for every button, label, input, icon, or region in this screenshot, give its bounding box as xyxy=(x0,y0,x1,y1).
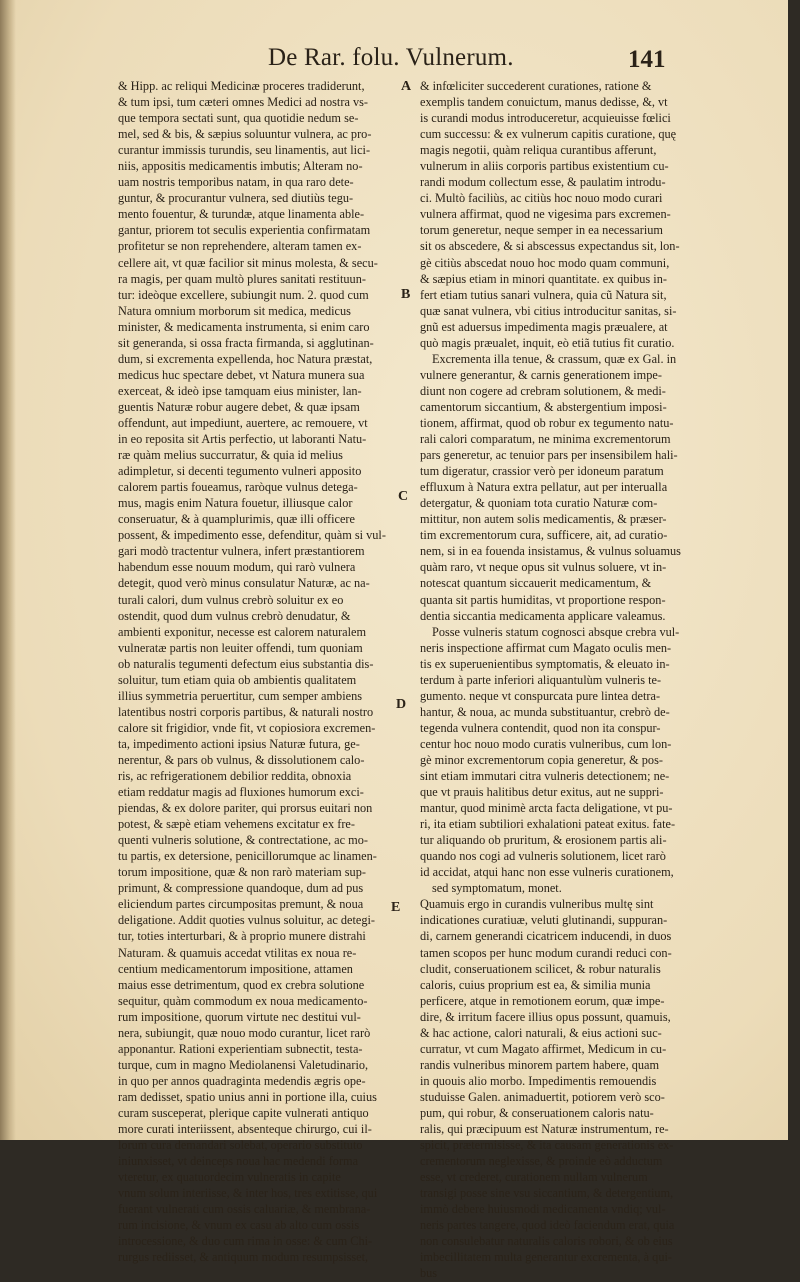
text-line: calore sit frigidior, vnde fit, vt copiosiora excremen- xyxy=(118,720,376,735)
text-line: tionem, affirmat, quod ob robur ex tegumento natu- xyxy=(420,415,674,430)
text-line: rum impositione, quorum virtute nec destitui vul- xyxy=(118,1009,361,1024)
text-line: tamen scopos per hunc modum curandi reduci con- xyxy=(420,945,672,960)
text-line: sed symptomatum, monet. xyxy=(432,881,562,896)
text-line: notescat quantum siccauerit medicamentum, & xyxy=(420,576,652,591)
text-line: dum, si excrementa expellenda, hoc Natura præstat, xyxy=(118,351,373,366)
text-line: calorem partis foueamus, raròque vulnus detega- xyxy=(118,480,358,495)
text-line: ambienti exponitur, necesse est calorem naturalem xyxy=(118,624,367,639)
text-line: profitetur se non reprehendere, alteram tamen ex- xyxy=(118,239,362,254)
text-line: neris inspectione affirmat cum Magato oculis men- xyxy=(420,640,672,655)
text-line: quò magis præualet, inquit, eò etiã tutius fit curatio. xyxy=(420,335,675,350)
text-line: terdum à parte inferiori aliquantulùm vulneris te- xyxy=(420,672,662,687)
text-line: exemplis tandem conuictum, manus dedisse, &, vt xyxy=(420,95,668,110)
text-line: vnum solum interiisse, & inter hos, tres extitisse, qui xyxy=(118,1186,378,1201)
text-line: esse, vt crederet, curationem nullam vulnerum xyxy=(420,1170,648,1185)
text-line: tu partis, ex detersione, penicillorumque ac linamen- xyxy=(118,849,377,864)
text-line: gnũ est aduersus impedimenta magis præualere, at xyxy=(420,319,668,334)
text-line: habendum esse nouum modum, qui rarò vulnera xyxy=(118,560,356,575)
text-line: mantur, quod minimè arcta facta deligatione, vt pu- xyxy=(420,801,673,816)
text-line: ob naturalis tegumenti defectum eius substantia dis- xyxy=(118,656,374,671)
text-line: imbecillitatem multa generantur excrementa, à qui- xyxy=(420,1250,672,1265)
text-line: curratur, vt cum Magato affirmet, Medicum in cu- xyxy=(420,1041,667,1056)
text-line: tur, toties interturbari, & à proprio munere distrahi xyxy=(118,929,366,944)
text-line: nem, si in ea fouenda insistamus, & vulnus soluamus xyxy=(420,544,681,559)
text-line: ræ quàm melius succurratur, & quia id melius xyxy=(118,448,343,463)
text-line: nerentur, & pars ob vulnus, & dissolutionem calo- xyxy=(118,752,365,767)
text-line: spicit, prætermisisse, & ita causam generationis ex- xyxy=(420,1138,674,1153)
text-line: pum, qui robur, & conseruationem caloris natu- xyxy=(420,1106,654,1120)
text-line: rum incisione, & vnum ex casu ab alto cum ossis xyxy=(118,1218,360,1233)
text-line: etiam reddatur magis ad fluxiones humorum exci- xyxy=(118,785,364,800)
text-line: minister, & medicamenta instrumenta, si enim caro xyxy=(118,319,370,334)
text-line: gari modò tractentur vulnera, infert præstantiorem xyxy=(118,544,365,559)
text-line: tum digeratur, crassior verò per idoneum paratum xyxy=(420,464,664,479)
text-line: soluitur, tum etiam quia ob ambientis qualitatem xyxy=(118,672,357,687)
text-line: quæ sanat vulnera, vbi citius introducitur sanitas, si- xyxy=(420,303,677,318)
text-line: bus xyxy=(420,1266,438,1281)
text-line: id accidat, atqui hanc non esse vulneris curationem, xyxy=(420,865,674,880)
left-column xyxy=(118,78,396,1265)
text-line: tur aliquando ob pruritum, & erosionem partis ali- xyxy=(420,833,667,848)
text-line: crementorum neglexisse, & proinde eò adductum xyxy=(420,1154,663,1169)
text-line: gè minor excrementorum copia generetur, & pos- xyxy=(420,752,663,767)
text-line: curantur immissis turundis, seu linamentis, aut lici- xyxy=(118,143,371,158)
text-line: que tempora sectati sunt, qua quotidie nedum se- xyxy=(118,111,359,126)
text-line: guentis Naturæ robur augere debet, & quæ ipsam xyxy=(118,399,360,414)
text-line: rurgus rediisset, & antiquum modum resumpsisset, xyxy=(118,1250,369,1265)
text-line: & sæpius etiam in minori quantitate. ex quibus in- xyxy=(420,271,667,286)
text-line: uam nostris temporibus natam, in qua raro dete- xyxy=(118,175,354,190)
text-line: Excrementa illa tenue, & crassum, quæ ex Gal. in xyxy=(432,351,677,366)
text-line: diunt non cogere ad crebram solutionem, & medi- xyxy=(420,383,666,398)
text-line: mel, sed & bis, & sæpius soluuntur vulnera, ac pro- xyxy=(118,127,372,142)
text-line: pars generetur, ac tenuior pars per insensibilem hali- xyxy=(420,448,678,463)
text-line: mento fouentur, & turundæ, atque linamenta able- xyxy=(118,207,365,222)
text-line: que vt prauis halitibus detur exitus, aut ne suppri- xyxy=(420,785,664,800)
text-line: tis ex superuenientibus symptomatis, & eleuato in- xyxy=(420,656,670,671)
text-line: dire, & irritum facere illius opus possunt, quamuis, xyxy=(420,1009,671,1024)
text-line: vulneratæ partis non leuiter offendi, tum quoniam xyxy=(118,640,363,655)
text-line: & hac actione, calori naturali, & eius actioni suc- xyxy=(420,1025,662,1040)
text-line: possent, & impedimento esse, defenditur, quàm si vul- xyxy=(118,528,386,543)
text-line: vulnera affirmat, quod ne vigesima pars excremen- xyxy=(420,207,671,222)
text-line: gantur, priorem tot seculis experientia confirmatam xyxy=(118,223,371,238)
text-line: torum generetur, neque semper in ea necessarium xyxy=(420,223,663,238)
text-line: ci. Multò faciliùs, ac citiùs hoc nouo modo curari xyxy=(420,191,663,206)
text-line: ram dedisset, spatio unius anni in portione illa, cuius xyxy=(118,1089,377,1104)
text-line: caloris, cuius proprium est ea, & similia munia xyxy=(420,977,651,992)
text-line: fuerant vulnerati cum ossis caluariæ, & membrana- xyxy=(118,1202,371,1217)
margin-letter-a: A xyxy=(401,79,412,94)
text-line: non consulebatur naturalis caloris robori, & ob eius xyxy=(420,1234,673,1249)
text-line: cum successu: & ex vulnerum capitis curatione, quę xyxy=(420,127,677,142)
text-line: & Hipp. ac reliqui Medicinæ proceres tradiderunt, xyxy=(118,79,365,93)
text-line: gè citiùs abscedat nouo hoc modo quam communi, xyxy=(420,255,670,270)
text-line: maius esse detrimentum, quod ex crebra solutione xyxy=(118,977,365,992)
running-title: De Rar. folu. Vulnerum. xyxy=(268,44,514,71)
text-line: perficere, atque in remotionem eorum, quæ impe- xyxy=(420,993,665,1008)
text-line: fert etiam tutius sanari vulnera, quia cũ Natura sit, xyxy=(420,287,667,302)
text-line: tim excrementorum cura, sufficere, ait, ad curatio- xyxy=(420,528,668,543)
margin-letter-c: C xyxy=(398,489,409,504)
text-line: turque, cum in magno Mediolanensi Valetudinario, xyxy=(118,1057,369,1072)
text-line: exerceat, & ideò ipse tamquam eius minister, lan- xyxy=(118,383,362,398)
text-line: latentibus nostri corporis partibus, & naturali nostro xyxy=(118,704,374,719)
text-line: adimpletur, si decenti tegumento vulneri apposito xyxy=(118,464,362,479)
text-line: torum impositione, quæ & non rarò materiam sup- xyxy=(118,865,366,880)
text-line: & infœliciter succederent curationes, ratione & xyxy=(420,79,652,93)
margin-letter-b: B xyxy=(401,287,411,302)
text-line: Posse vulneris statum cognosci absque crebra vul- xyxy=(432,624,680,639)
text-line: quenti vulneris solutione, & contrectatione, ac mo- xyxy=(118,833,368,848)
text-line: ostendit, quod dum vulnus crebrò denudatur, & xyxy=(118,608,351,623)
text-line: centium medicamentorum impositione, attamen xyxy=(118,961,353,976)
text-line: rali calori comparatum, ne minima excrementorum xyxy=(420,432,671,447)
text-line: Naturam. & quamuis accedat vtilitas ex noua re- xyxy=(118,945,357,960)
text-line: transigi posse sine vsu siccantium, & detergentium, xyxy=(420,1186,674,1201)
text-line: ra magis, per quam multò plures sanitati restituun- xyxy=(118,271,366,286)
text-line: ris, ac refrigerationem debilior reddita, obnoxia xyxy=(118,769,352,784)
text-line: mus, magis enim Natura fouetur, illiusque calor xyxy=(118,496,353,511)
text-line: sit generanda, si ossa fracta firmanda, si agglutinan- xyxy=(118,335,374,350)
text-line: guntur, & procurantur vulnera, sed diutiùs tegu- xyxy=(118,191,354,206)
text-line: tur: ideòque excellere, subiungit num. 2. quod cum xyxy=(118,287,369,302)
text-line: piendas, & ex dolore pariter, qui prorsus euitari non xyxy=(118,801,373,816)
right-column xyxy=(420,78,706,1282)
text-line: mittitur, non autem solis medicamentis, & præser- xyxy=(420,512,667,527)
text-line: neris partes tangere, quod ideò faciendum erat, quia xyxy=(420,1218,675,1233)
text-line: ta, impedimento actioni ipsius Naturæ futura, ge- xyxy=(118,736,360,751)
text-line: randis vulneribus minorem partem habere, quam xyxy=(420,1057,660,1072)
text-line: deligatione. Addit quoties vulnus soluitur, ac detegi- xyxy=(118,913,376,928)
margin-letter-d: D xyxy=(396,697,407,712)
text-line: detegit, quod verò minus consulatur Naturæ, ac na- xyxy=(118,576,370,591)
text-line: quando nos cogi ad vulneris solutionem, licet rarò xyxy=(420,849,666,864)
text-line: di, carnem generandi cicatricem inducendi, in duos xyxy=(420,929,672,944)
text-line: Natura omnium morborum sit medica, medicus xyxy=(118,303,351,318)
text-line: sit os abscedere, & si abscessus expectandus sit, lon- xyxy=(420,239,680,254)
text-line: illius symmetria peruertitur, cum semper ambiens xyxy=(118,688,363,703)
text-line: effluxum à Natura extra pellatur, aut per interualla xyxy=(420,480,668,495)
text-line: in quouis alio morbo. Impedimentis remouendis xyxy=(420,1073,657,1088)
text-line: ri, ita etiam subtiliori exhalationi pateat exitus. fate- xyxy=(420,817,676,832)
text-line: indicationes curatiuæ, veluti glutinandi, suppuran- xyxy=(420,913,668,928)
text-line: & tum ipsi, tum cæteri omnes Medici ad nostra vs- xyxy=(118,95,369,110)
text-line: camentorum siccantium, & abstergentium imposi- xyxy=(420,399,667,414)
text-line: detergatur, & quoniam tota curatio Naturæ com- xyxy=(420,496,658,511)
text-line: quàm raro, vt neque opus sit vulnus soluere, vt in- xyxy=(420,560,667,575)
text-line: eliciendum partes circumpositas premunt, & noua xyxy=(118,897,364,912)
text-line: iniunxisset, vt deinceps noua hac medendi forma xyxy=(118,1154,359,1169)
text-line: lorum cura demandari solebat, operario substituto xyxy=(118,1138,363,1153)
margin-letter-e: E xyxy=(391,900,401,915)
text-line: sequitur, quàm commodum ex noua medicamento- xyxy=(118,993,368,1008)
text-line: in quo per annos quadraginta medendis ægris ope- xyxy=(118,1073,366,1088)
text-line: immò debere huiusmodi medicamenta vndiq; vul- xyxy=(420,1202,666,1217)
text-line: vulnerum in aliis corporis partibus existentium cu- xyxy=(420,159,669,174)
text-line: apponantur. Rationi experientiam subnectit, testa- xyxy=(118,1041,363,1056)
text-line: tegenda vulnera contendit, quod non ita conspur- xyxy=(420,720,661,735)
page-spine-shadow xyxy=(0,0,16,1140)
text-line: cellere ait, vt quæ facilior sit minus molesta, & secu- xyxy=(118,255,378,270)
text-line: in eo reposita sit Artis perfectio, ut laboranti Natu- xyxy=(118,432,367,447)
text-line: centur hoc nouo modo curatis vulneribus, cum lon- xyxy=(420,736,672,751)
text-line: cludit, conseruationem scilicet, & robur naturalis xyxy=(420,961,661,976)
text-line: niis, appositis medicamentis imbutis; Alteram no- xyxy=(118,159,363,174)
text-line: potest, & sæpè etiam vehemens excitatur ex fre- xyxy=(118,817,355,832)
text-line: medicus huc spectare debet, vt Natura munera sua xyxy=(118,367,365,382)
text-line: magis negotii, quàm reliqua curantibus afferunt, xyxy=(420,143,657,158)
text-line: turali calori, dum vulnus crebrò soluitur ex eo xyxy=(118,592,344,607)
text-line: Quamuis ergo in curandis vulneribus multę sint xyxy=(420,897,654,912)
text-line: curam susceperat, plerique capite vulnerati antiquo xyxy=(118,1106,369,1120)
text-line: quanta sit partis humiditas, vt proportione respon- xyxy=(420,592,666,607)
text-line: dentia siccantia medicamenta applicare valeamus. xyxy=(420,608,666,623)
text-line: is curandi modus introduceretur, acquieuisse fœlici xyxy=(420,111,671,126)
text-line: randi modum collectum esse, & paulatim introdu- xyxy=(420,175,666,190)
text-line: conseruatur, & à quamplurimis, quæ illi officere xyxy=(118,512,355,527)
text-line: more curati interiissent, absenteque chirurgo, cui il- xyxy=(118,1122,372,1137)
text-line: sint etiam immutari citra vulneris detectionem; ne- xyxy=(420,769,670,784)
text-line: studuisse Galen. animaduertit, potiorem verò sco- xyxy=(420,1089,665,1104)
text-line: offendunt, aut impediunt, auertere, ac remouere, vt xyxy=(118,415,368,430)
text-line: introcessione, & duo cum rima in osse: & cum Chi- xyxy=(118,1234,373,1249)
text-line: vulnere generantur, & carnis generationem impe- xyxy=(420,367,662,382)
text-line: nera, subiungit, quæ nouo modo curantur, licet rarò xyxy=(118,1025,371,1040)
text-line: primunt, & compressione quandoque, dum ad pus xyxy=(118,881,364,896)
text-line: hantur, & noua, ac munda substituantur, crebrò de- xyxy=(420,704,670,719)
text-line: vteretur, ex quatuordecim vulneratis in capite xyxy=(118,1170,341,1185)
text-line: gumento. neque vt conspurcata pure lintea detra- xyxy=(420,688,661,703)
page-number: 141 xyxy=(628,46,666,73)
text-line: ralis, qui præcipuum est Naturæ instrumentum, re- xyxy=(420,1122,669,1137)
